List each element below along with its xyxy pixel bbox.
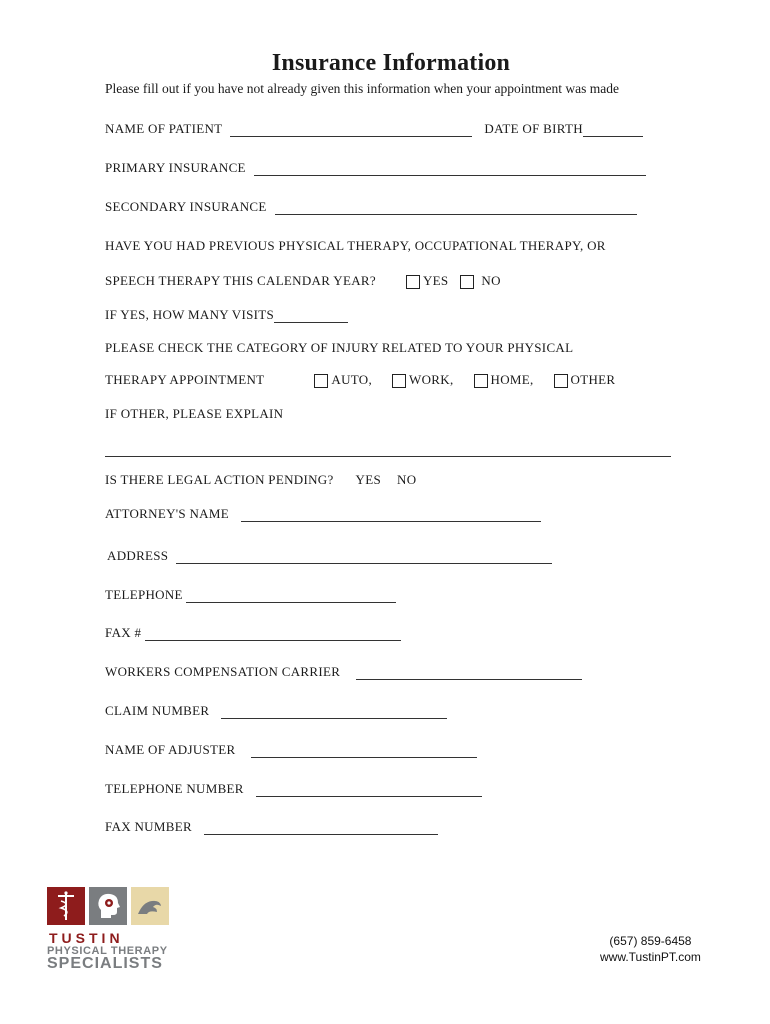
primary-insurance-row: [105, 160, 646, 176]
injury-category-question-line1: PLEASE CHECK THE CATEGORY OF INJURY RELATED TO YOUR PHYSICAL: [105, 340, 574, 355]
workers-comp-field[interactable]: [356, 667, 582, 680]
fax-field[interactable]: [145, 628, 401, 641]
telephone-label: TELEPHONE: [105, 587, 183, 602]
category-work-checkbox[interactable]: [392, 374, 406, 388]
category-work-option[interactable]: [392, 372, 453, 388]
how-many-visits-field[interactable]: [274, 310, 348, 323]
wave-icon: [131, 887, 169, 925]
fax-label: FAX #: [105, 625, 142, 640]
name-of-patient-field[interactable]: [230, 124, 472, 137]
fax-row: [105, 625, 401, 641]
secondary-insurance-field[interactable]: [275, 202, 637, 215]
category-auto-checkbox[interactable]: [314, 374, 328, 388]
category-other-option[interactable]: [554, 372, 616, 388]
workers-comp-row: [105, 664, 582, 680]
fax-number-row: [105, 819, 438, 835]
telephone-number-label: TELEPHONE NUMBER: [105, 781, 244, 796]
telephone-field[interactable]: [186, 590, 396, 603]
legal-action-label: IS THERE LEGAL ACTION PENDING?: [105, 472, 334, 487]
telephone-number-row: [105, 781, 482, 797]
head-profile-icon: [89, 887, 127, 925]
other-explain-label: IF OTHER, PLEASE EXPLAIN: [105, 406, 284, 421]
category-home-option[interactable]: [474, 372, 534, 388]
attorney-name-row: [105, 506, 541, 522]
previous-therapy-yes-label: YES: [422, 273, 449, 288]
how-many-visits-label: IF YES, HOW MANY VISITS: [105, 307, 275, 322]
logo-text-tustin: TUSTIN: [49, 930, 124, 946]
visits-row: [105, 307, 348, 323]
previous-therapy-no-label: NO: [481, 273, 501, 288]
attorney-name-label: ATTORNEY'S NAME: [105, 506, 229, 521]
other-explain-field[interactable]: [105, 444, 671, 457]
telephone-row: [105, 587, 396, 603]
category-other-label: OTHER: [570, 372, 616, 387]
category-home-label: HOME,: [490, 372, 534, 387]
patient-name-row: [105, 121, 643, 137]
previous-therapy-row-1: [105, 238, 606, 254]
contact-phone: (657) 859-6458: [609, 934, 692, 948]
secondary-insurance-label: SECONDARY INSURANCE: [105, 199, 267, 214]
previous-therapy-question-line1: HAVE YOU HAD PREVIOUS PHYSICAL THERAPY, OCCUPATIONAL THERAPY, OR: [105, 238, 606, 253]
date-of-birth-field[interactable]: [583, 124, 643, 137]
claim-number-label: CLAIM NUMBER: [105, 703, 210, 718]
previous-therapy-yes-option[interactable]: [406, 273, 448, 289]
legal-action-row: [105, 472, 416, 488]
claim-number-field[interactable]: [221, 706, 447, 719]
name-of-adjuster-label: NAME OF ADJUSTER: [105, 742, 236, 757]
injury-category-question-line2: THERAPY APPOINTMENT: [105, 372, 265, 387]
contact-info: [600, 933, 701, 965]
previous-therapy-question-line2: SPEECH THERAPY THIS CALENDAR YEAR?: [105, 273, 376, 288]
previous-therapy-no-option[interactable]: [460, 273, 500, 289]
address-field[interactable]: [176, 551, 552, 564]
workers-comp-label: WORKERS COMPENSATION CARRIER: [105, 664, 341, 679]
category-row-2: [105, 372, 615, 388]
fax-number-label: FAX NUMBER: [105, 819, 192, 834]
legal-action-yes[interactable]: YES: [355, 472, 382, 487]
secondary-insurance-row: [105, 199, 637, 215]
address-row: [107, 548, 552, 564]
previous-therapy-yes-checkbox[interactable]: [406, 275, 420, 289]
legal-action-no[interactable]: NO: [397, 472, 417, 487]
primary-insurance-label: PRIMARY INSURANCE: [105, 160, 246, 175]
name-of-patient-label: NAME OF PATIENT: [105, 121, 223, 136]
primary-insurance-field[interactable]: [254, 163, 646, 176]
category-home-checkbox[interactable]: [474, 374, 488, 388]
category-auto-option[interactable]: [314, 372, 372, 388]
logo-text-specialists: SPECIALISTS: [47, 955, 163, 972]
date-of-birth-label: DATE OF BIRTH: [484, 121, 583, 136]
other-explain-row: [105, 406, 283, 422]
address-label: ADDRESS: [107, 548, 169, 563]
name-of-adjuster-field[interactable]: [251, 745, 477, 758]
telephone-number-field[interactable]: [256, 784, 482, 797]
page-subtitle: Please fill out if you have not already given this information when your appointment was made: [105, 81, 620, 96]
category-auto-label: AUTO,: [331, 372, 373, 387]
page-title: Insurance Information: [271, 50, 511, 76]
claim-number-row: [105, 703, 447, 719]
category-work-label: WORK,: [409, 372, 454, 387]
fax-number-field[interactable]: [204, 822, 438, 835]
adjuster-row: [105, 742, 477, 758]
logo-text-physical-therapy: PHYSICAL THERAPY: [47, 945, 168, 957]
category-other-checkbox[interactable]: [554, 374, 568, 388]
previous-therapy-row-2: [105, 273, 501, 289]
attorney-name-field[interactable]: [241, 509, 541, 522]
category-row-1: [105, 340, 573, 356]
contact-website[interactable]: www.TustinPT.com: [600, 950, 701, 964]
tustin-pt-logo: [47, 887, 177, 977]
logo-tiles: [47, 887, 177, 925]
previous-therapy-no-checkbox[interactable]: [460, 275, 474, 289]
caduceus-icon: [47, 887, 85, 925]
other-explain-line-row: [105, 444, 671, 457]
